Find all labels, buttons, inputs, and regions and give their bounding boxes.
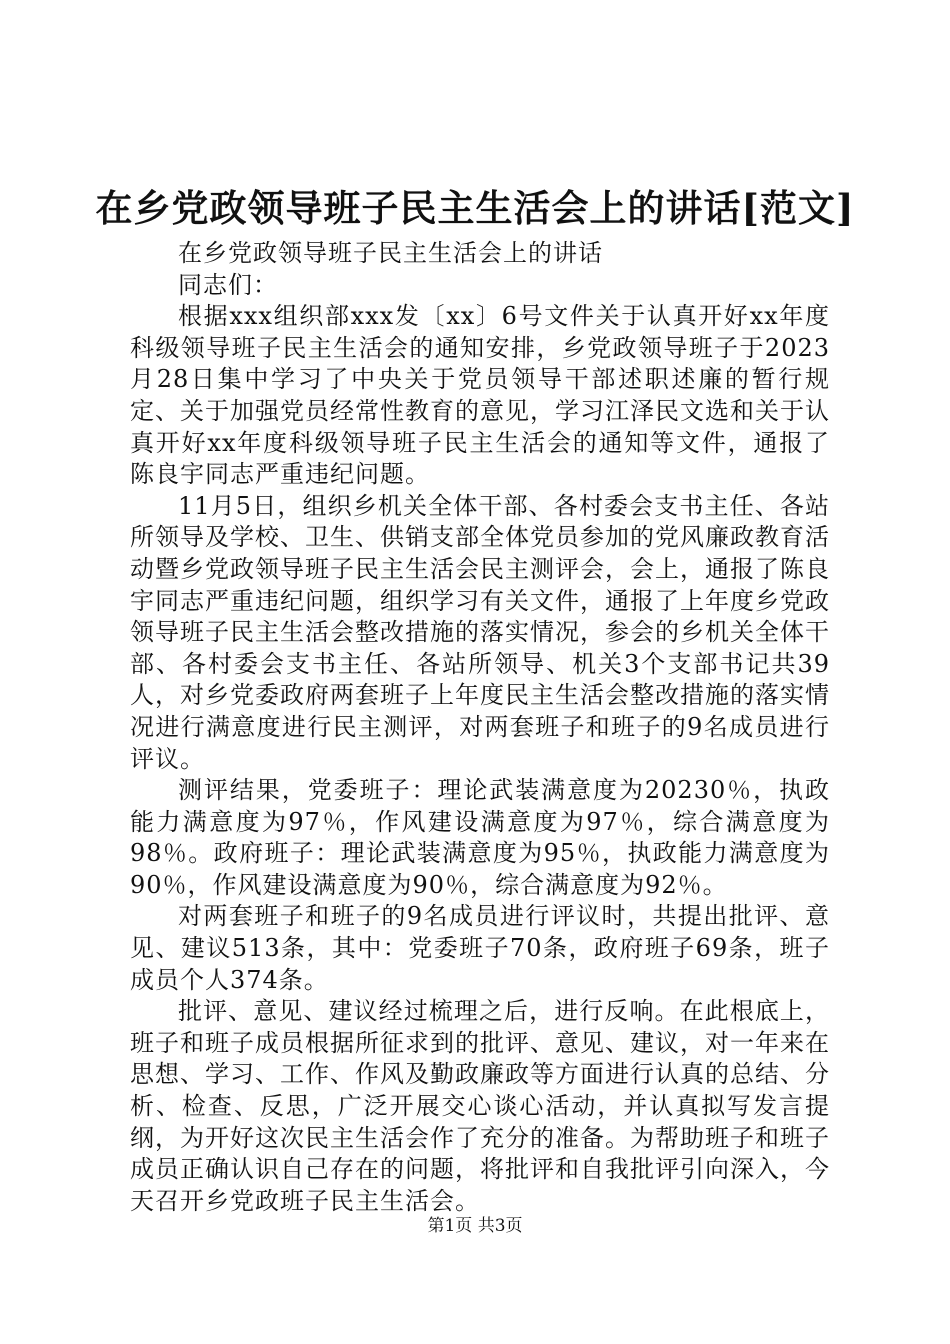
paragraph-4: 对两套班子和班子的9名成员进行评议时，共提出批评、意见、建议513条，其中：党委班子70条，政府班子69条，班子成员个人374条。 <box>130 902 830 994</box>
document-body <box>130 238 830 1217</box>
page-footer: 第1页 共3页 <box>427 1216 523 1236</box>
paragraph-3: 测评结果，党委班子：理论武装满意度为20230％，执政能力满意度为97％，作风建设满意度为97％，综合满意度为98％。政府班子：理论武装满意度为95％，执政能力满意度为90％，作风建设满意度为90％，综合满意度为92％。 <box>130 776 830 899</box>
document-subtitle: 在乡党政领导班子民主生活会上的讲话 <box>178 239 603 267</box>
paragraph-5: 批评、意见、建议经过梳理之后，进行反响。在此根底上，班子和班子成员根据所征求到的批评、意见、建议，对一年来在思想、学习、工作、作风及勤政廉政等方面进行认真的总结、分析、检查、反思，广泛开展交心谈心活动，并认真拟写发言提纲，为开好这次民主生活会作了充分的准备。为帮助班子和班子成员正确认识自己存在的问题，将批评和自我批评引向深入，今天召开乡党政班子民主生活会。 <box>130 997 830 1215</box>
paragraph-2: 11月5日，组织乡机关全体干部、各村委会支书主任、各站所领导及学校、卫生、供销支部全体党员参加的党风廉政教育活动暨乡党政领导班子民主生活会民主测评会，会上，通报了陈良宇同志严重违纪问题，组织学习有关文件，通报了上年度乡党政领导班子民主生活会整改措施的落实情况，参会的乡机关全体干部、各村委会支书主任、各站所领导、机关3个支部书记共39人，对乡党委政府两套班子上年度民主生活会整改措施的落实情况进行满意度进行民主测评，对两套班子和班子的9名成员进行评议。 <box>130 491 830 773</box>
document-title: 在乡党政领导班子民主生活会上的讲话[范文] <box>95 186 855 230</box>
paragraph-1: 根据xxx组织部xxx发〔xx〕6号文件关于认真开好xx年度科级领导班子民主生活会的通知安排，乡党政领导班子于2023月28日集中学习了中央关于党员领导干部述职述廉的暂行规定、关于加强党员经常性教育的意见，学习江泽民文选和关于认真开好xx年度科级领导班子民主生活会的通知等文件，通报了陈良宇同志严重违纪问题。 <box>130 302 830 489</box>
salutation: 同志们： <box>178 270 278 299</box>
